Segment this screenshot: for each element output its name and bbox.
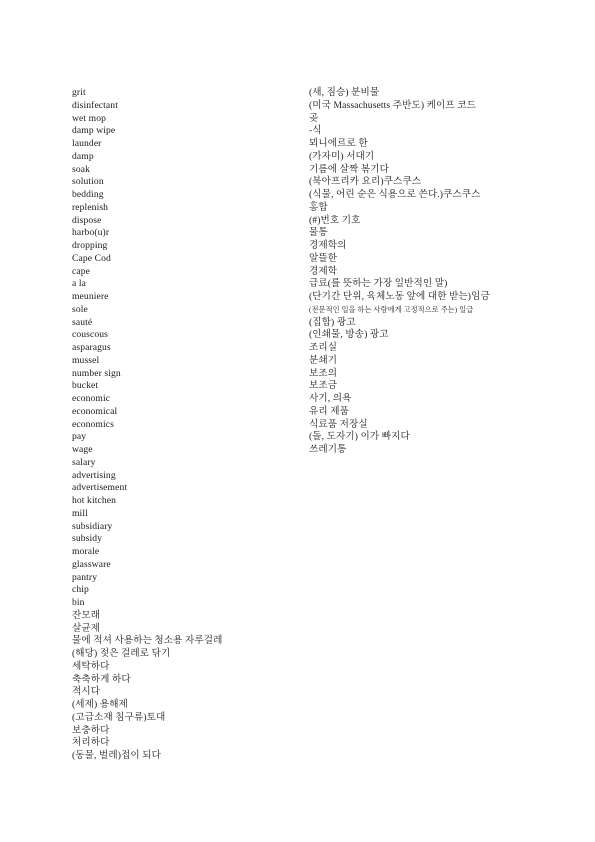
- word-entry: soak: [72, 163, 90, 175]
- definition-entry: 사기, 의욕: [309, 393, 352, 404]
- word-entry: 세탁하다: [72, 660, 110, 672]
- word-entry: (동물, 벌레)접이 되다: [72, 750, 162, 761]
- word-entry: cape: [72, 265, 90, 277]
- word-entry: a la: [72, 278, 86, 290]
- word-entry: mill: [72, 507, 88, 519]
- definition-entry: 곶: [309, 112, 319, 124]
- definition-entry: 홍합: [309, 201, 328, 213]
- definition-entry: 보조금: [309, 380, 338, 392]
- word-entry: bedding: [72, 189, 104, 200]
- definition-entry: 분쇄기: [309, 354, 338, 366]
- word-entry: dropping: [72, 240, 108, 251]
- definition-entry: (#)번호 기호: [309, 214, 361, 226]
- word-entry: disinfectant: [72, 99, 118, 111]
- word-entry: sauté: [72, 316, 93, 328]
- word-entry: mussel: [72, 354, 100, 366]
- definition-entry: -식: [309, 125, 322, 137]
- word-entry: subsidiary: [72, 520, 113, 532]
- word-entry: 처리하다: [72, 737, 110, 749]
- definition-entry: 식료품 저장실: [309, 418, 368, 430]
- word-entry: replenish: [72, 201, 109, 213]
- definition-entry: 보조의: [309, 367, 338, 379]
- word-entry: 잔모래: [72, 609, 101, 621]
- word-entry: chip: [72, 584, 89, 596]
- word-entry: 물에 적셔 사용하는 청소용 자루걸레: [72, 635, 223, 647]
- word-entry: advertising: [72, 469, 116, 481]
- word-entry: advertisement: [72, 482, 128, 494]
- word-entry: (해당) 젖은 걸레로 닦기: [72, 648, 171, 659]
- word-entry: dispose: [72, 214, 102, 226]
- word-entry: damp wipe: [72, 125, 116, 137]
- definition-entry: (인쇄물, 방송) 광고: [309, 329, 389, 341]
- word-entry: number sign: [72, 367, 121, 379]
- definition-entry: 급료(를 뜻하는 가장 일반적인 말): [309, 278, 448, 290]
- definition-entry: 조리실: [309, 342, 338, 353]
- word-entry: morale: [72, 546, 100, 557]
- definition-entry: (새, 짐승) 분비물: [309, 87, 380, 98]
- word-entry: pay: [72, 431, 87, 443]
- word-entry: subsidy: [72, 533, 103, 545]
- word-entry: launder: [72, 138, 102, 149]
- word-entry: (고급소재 침구류)토대: [72, 711, 166, 723]
- definition-entry: 경제학: [309, 265, 338, 277]
- word-entry: asparagus: [72, 342, 111, 353]
- word-entry: glassware: [72, 558, 111, 570]
- word-entry: pantry: [72, 571, 98, 583]
- word-entry: 보충하다: [72, 724, 110, 736]
- word-entry: economics: [72, 418, 114, 430]
- definition-entry: (가자미) 서대기: [309, 150, 375, 162]
- word-entry: damp: [72, 150, 94, 162]
- definition-entry: 기름에 살짝 볶기다: [309, 163, 389, 175]
- word-entry: economic: [72, 393, 111, 404]
- word-entry: salary: [72, 456, 96, 468]
- word-entry: 살균제: [72, 622, 101, 634]
- definition-entry: 경제학의: [309, 240, 347, 251]
- definition-entry: (돌, 도자기) 이가 빠지다: [309, 431, 410, 443]
- left-word-column: [72, 87, 302, 763]
- definition-entry: 쓰레기통: [309, 444, 347, 455]
- word-entry: Cape Cod: [72, 252, 111, 264]
- word-entry: harbo(u)r: [72, 227, 110, 239]
- word-entry: hot kitchen: [72, 495, 116, 506]
- word-entry: solution: [72, 176, 104, 188]
- definition-entry: (전문적인 일을 하는 사람에게 고정적으로 주는) 일급: [309, 305, 474, 314]
- word-entry: economical: [72, 405, 118, 417]
- definition-entry: (식물, 어린 순은 식용으로 쓴다.)쿠스쿠스: [309, 189, 481, 200]
- definition-entry: 뫼니에르로 한: [309, 138, 368, 149]
- definition-entry: 유리 제품: [309, 405, 349, 417]
- definition-entry: 알뜰한: [309, 252, 338, 264]
- word-entry: meuniere: [72, 291, 109, 302]
- word-entry: bucket: [72, 380, 99, 392]
- right-definition-column: [309, 87, 589, 457]
- word-entry: couscous: [72, 329, 108, 341]
- word-entry: 적시다: [72, 686, 101, 698]
- definition-entry: 물통: [309, 227, 328, 239]
- word-entry: 축축하게 하다: [72, 673, 131, 685]
- definition-entry: (미국 Massachusetts 주반도) 케이프 코드: [309, 99, 476, 111]
- word-entry: bin: [72, 597, 85, 608]
- word-entry: (세제) 용해제: [72, 699, 128, 710]
- definition-entry: (북아프리카 요리)쿠스쿠스: [309, 176, 422, 188]
- word-entry: wage: [72, 444, 93, 455]
- word-entry: sole: [72, 303, 88, 315]
- definition-entry: (집합) 광고: [309, 316, 356, 328]
- word-entry: grit: [72, 87, 86, 98]
- definition-entry: (단기간 단위, 육체노동 앞에 대한 받는)임금: [309, 291, 490, 302]
- word-entry: wet mop: [72, 112, 107, 124]
